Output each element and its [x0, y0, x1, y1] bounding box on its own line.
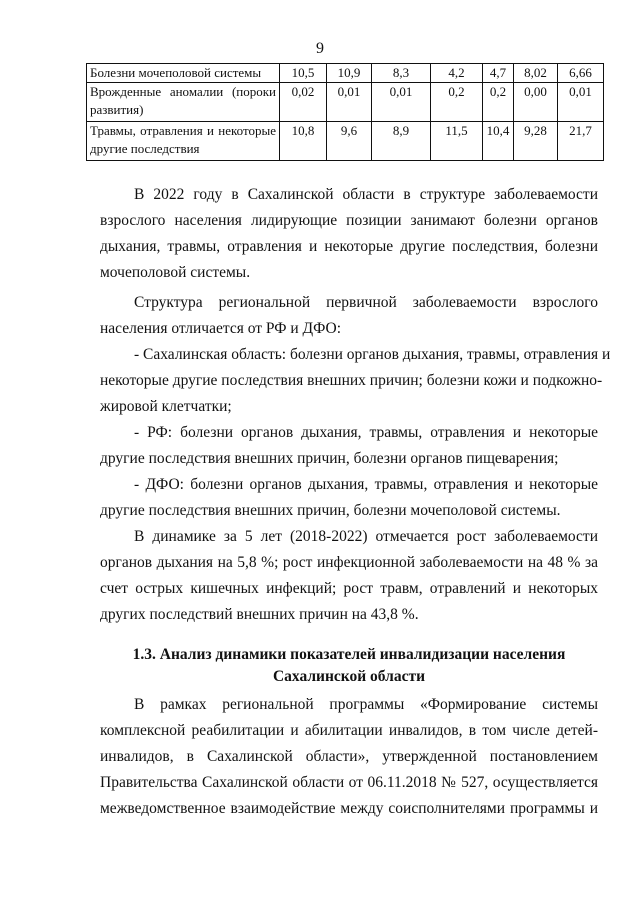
table-row	[87, 83, 604, 122]
table-cell: 9,6	[327, 122, 372, 161]
table-cell: 0,01	[372, 83, 431, 122]
table-row-label: Болезни мочеполовой системы	[87, 64, 280, 83]
text-line: жировой клетчатки;	[100, 398, 232, 415]
text-line: комплексной реабилитации и абилитации инвалидов, в том числе детей-	[100, 722, 598, 739]
table-cell: 9,28	[514, 122, 558, 161]
table-cell: 0,00	[514, 83, 558, 122]
list-item-dfo	[100, 472, 598, 524]
text-line: инвалидов, в Сахалинской области», утвержденной постановлением	[100, 748, 598, 765]
paragraph-regional-program	[100, 692, 598, 822]
text-line: - Сахалинская область: болезни органов дыхания, травмы, отравления и	[134, 346, 611, 363]
section-heading-line: Сахалинской области	[272, 668, 426, 685]
table-row-label: Травмы, отравления и некоторые другие последствия	[87, 122, 280, 161]
text-line: мочеполовой системы.	[100, 264, 251, 281]
text-line: - ДФО: болезни органов дыхания, травмы, отравления и некоторые	[134, 476, 598, 493]
section-heading	[100, 644, 598, 688]
table-row	[87, 122, 604, 161]
list-item-sakhalin	[100, 342, 611, 420]
table-cell: 4,7	[483, 64, 514, 83]
text-line: взрослого населения лидирующие позиции занимают болезни органов	[100, 212, 598, 229]
text-line: - РФ: болезни органов дыхания, травмы, отравления и некоторые	[134, 424, 598, 441]
text-line: населения отличается от РФ и ДФО:	[100, 320, 342, 337]
text-line: другие последствия внешних причин, болезни органов пищеварения;	[100, 450, 559, 467]
table-cell: 6,66	[558, 64, 604, 83]
text-line: межведомственное взаимодействие между соисполнителями программы и	[100, 800, 598, 817]
text-line: дыхания, травмы, отравления и некоторые другие последствия, болезни	[100, 238, 598, 255]
paragraph-dynamics	[100, 524, 598, 628]
paragraph-morbidity-structure	[100, 182, 598, 286]
table-cell: 8,3	[372, 64, 431, 83]
table-cell: 0,2	[483, 83, 514, 122]
text-line: другие последствия внешних причин, болезни мочеполовой системы.	[100, 502, 561, 519]
table-cell: 10,8	[280, 122, 327, 161]
text-line: органов дыхания на 5,8 %; рост инфекционной заболеваемости на 48 % за	[100, 554, 598, 571]
table-cell: 10,9	[327, 64, 372, 83]
section-heading-line: 1.3. Анализ динамики показателей инвалидизации населения	[132, 646, 566, 663]
table-cell: 8,9	[372, 122, 431, 161]
list-item-rf	[100, 420, 598, 472]
table-cell: 0,01	[327, 83, 372, 122]
text-line: Правительства Сахалинской области от 06.11.2018 № 527, осуществляется	[100, 774, 598, 791]
table-cell: 4,2	[431, 64, 483, 83]
paragraph-structure-differences	[100, 290, 598, 342]
table-row-label: Врожденные аномалии (пороки развития)	[87, 83, 280, 122]
morbidity-table	[86, 63, 604, 161]
table-cell: 10,4	[483, 122, 514, 161]
table-cell: 0,01	[558, 83, 604, 122]
text-line: В рамках региональной программы «Формирование системы	[134, 696, 598, 713]
table-cell: 0,02	[280, 83, 327, 122]
text-line: Структура региональной первичной заболеваемости взрослого	[134, 294, 598, 311]
page-number: 9	[316, 40, 324, 57]
table-cell: 21,7	[558, 122, 604, 161]
text-line: В динамике за 5 лет (2018-2022) отмечается рост заболеваемости	[134, 528, 598, 545]
text-line: счет острых кишечных инфекций; рост травм, отравлений и некоторых	[100, 580, 598, 597]
text-line: В 2022 году в Сахалинской области в структуре заболеваемости	[134, 186, 598, 203]
table-cell: 11,5	[431, 122, 483, 161]
text-line: других последствий внешних причин на 43,8 %.	[100, 606, 419, 623]
table-cell: 10,5	[280, 64, 327, 83]
table-cell: 8,02	[514, 64, 558, 83]
text-line: некоторые другие последствия внешних причин; болезни кожи и подкожно-	[100, 372, 603, 389]
table-row	[87, 64, 604, 83]
table-cell: 0,2	[431, 83, 483, 122]
